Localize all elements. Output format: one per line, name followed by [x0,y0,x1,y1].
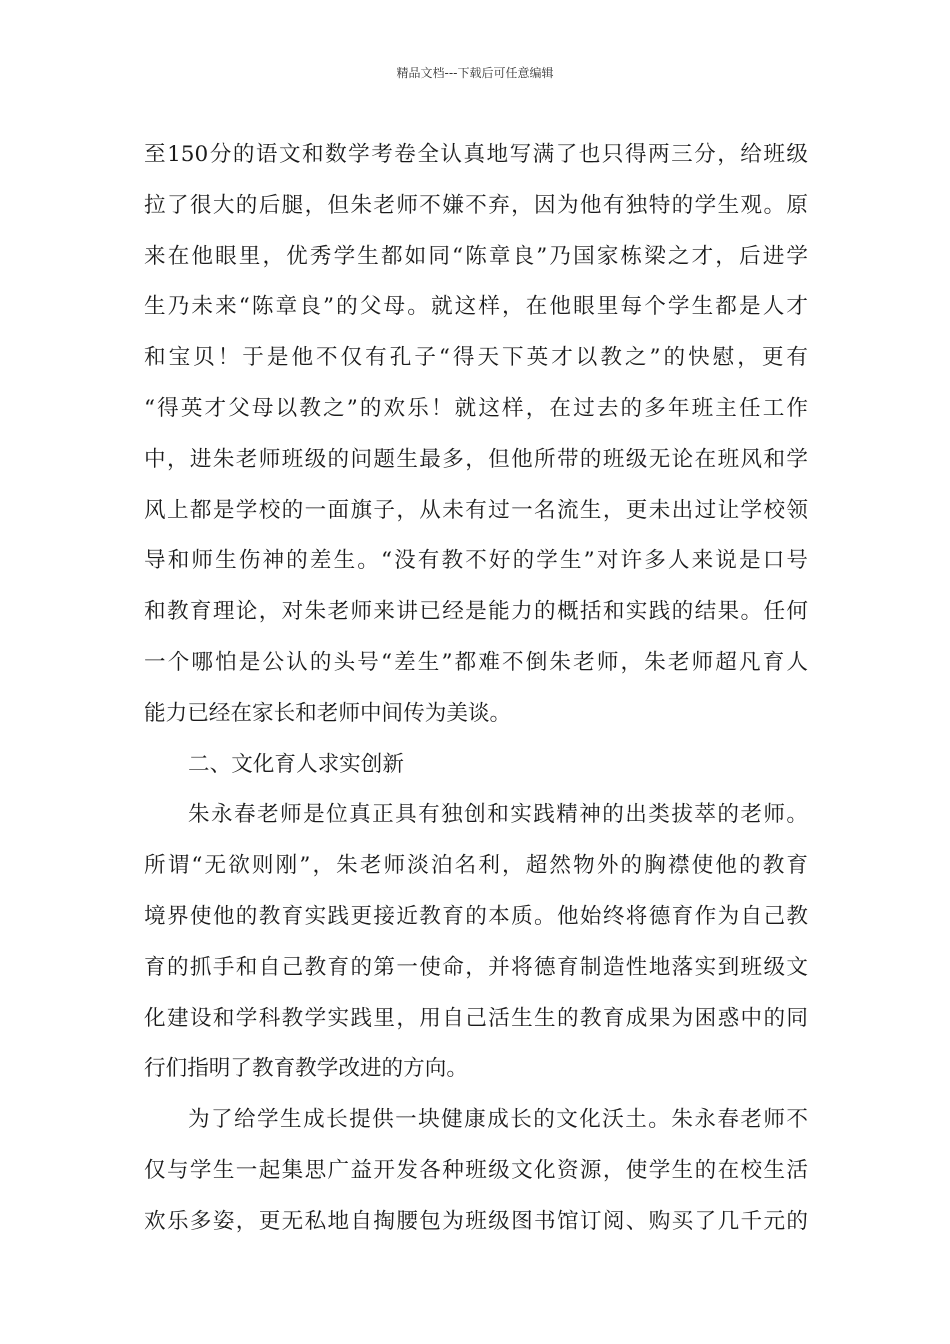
text-line: 生乃未来“陈章良”的父母。就这样，在他眼里每个学生都是人才 [144,294,808,320]
text-line: 能力已经在家长和老师中间传为美谈。 [144,700,512,726]
text-line: 所谓“无欲则刚”，朱老师淡泊名利，超然物外的胸襟使他的教育 [144,853,808,879]
text-line: 拉了很大的后腿，但朱老师不嫌不弃，因为他有独特的学生观。原 [144,192,808,218]
text-line: 和宝贝！于是他不仅有孔子“得天下英才以教之”的快慰，更有 [144,345,808,371]
text-line: 中，进朱老师班级的问题生最多，但他所带的班级无论在班风和学 [144,446,808,472]
text-line: 来在他眼里，优秀学生都如同“陈章良”乃国家栋梁之才，后进学 [144,243,808,269]
text-line: 一个哪怕是公认的头号“差生”都难不倒朱老师，朱老师超凡育人 [144,649,808,675]
text-line: “得英才父母以教之”的欢乐！就这样，在过去的多年班主任工作 [144,395,808,421]
text-line: 行们指明了教育教学改进的方向。 [144,1056,468,1082]
text-line: 风上都是学校的一面旗子，从未有过一名流生，更未出过让学校领 [144,497,808,523]
text-line: 仅与学生一起集思广益开发各种班级文化资源，使学生的在校生活 [144,1157,808,1183]
text-line: 化建设和学科教学实践里，用自己活生生的教育成果为困惑中的同 [144,1005,808,1031]
text-line: 育的抓手和自己教育的第一使命，并将德育制造性地落实到班级文 [144,954,808,980]
page-header: 精品文档---下载后可任意编辑 [396,66,554,80]
text-line: 和教育理论，对朱老师来讲已经是能力的概括和实践的结果。任何 [144,599,808,625]
text-line: 境界使他的教育实践更接近教育的本质。他始终将德育作为自己教 [144,903,808,929]
section-heading: 二、文化育人求实创新 [188,751,404,777]
text-line: 朱永春老师是位真正具有独创和实践精神的出类拔萃的老师。 [188,802,808,828]
text-line: 导和师生伤神的差生。“没有教不好的学生”对许多人来说是口号 [144,548,808,574]
text-line: 为了给学生成长提供一块健康成长的文化沃土。朱永春老师不 [188,1107,808,1133]
text-line: 至150分的语文和数学考卷全认真地写满了也只得两三分，给班级 [144,142,808,167]
document-body [144,130,808,1248]
text-line: 欢乐多姿，更无私地自掏腰包为班级图书馆订阅、购买了几千元的 [144,1208,808,1234]
